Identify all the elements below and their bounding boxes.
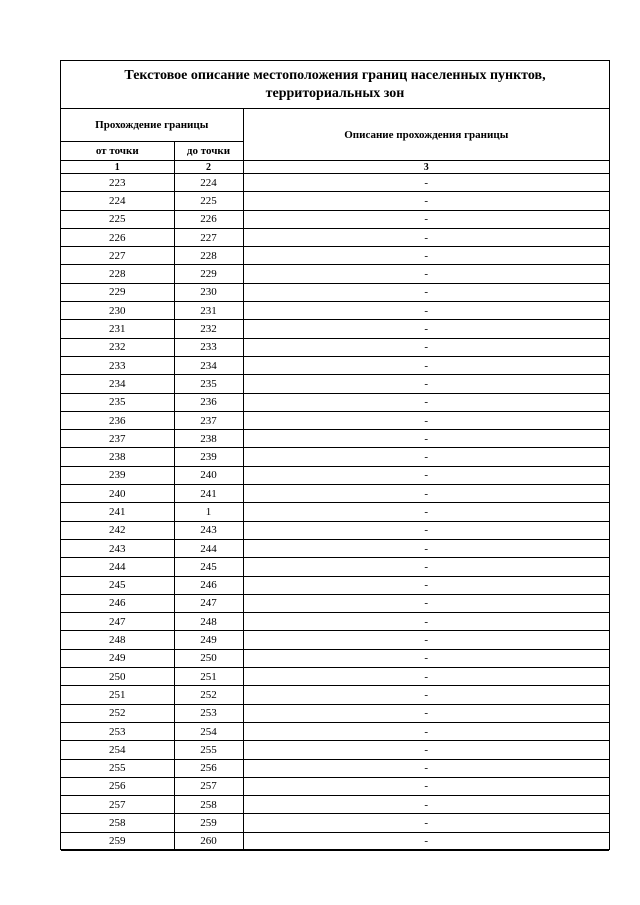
description-cell: - (243, 192, 609, 210)
table-row (61, 228, 609, 246)
description-cell: - (243, 613, 609, 631)
table-row (61, 668, 609, 686)
to-point-cell: 249 (174, 631, 243, 649)
to-point-cell: 250 (174, 649, 243, 667)
description-cell: - (243, 265, 609, 283)
table-row (61, 558, 609, 576)
table-row (61, 247, 609, 265)
from-point-header: от точки (61, 142, 174, 161)
to-point-cell: 1 (174, 503, 243, 521)
description-cell: - (243, 741, 609, 759)
table-row (61, 265, 609, 283)
from-point-cell: 246 (61, 594, 174, 612)
table-row (61, 466, 609, 484)
from-point-cell: 236 (61, 411, 174, 429)
from-point-cell: 259 (61, 832, 174, 850)
from-point-cell: 254 (61, 741, 174, 759)
description-cell: - (243, 539, 609, 557)
description-cell: - (243, 283, 609, 301)
description-cell: - (243, 302, 609, 320)
to-point-cell: 241 (174, 485, 243, 503)
column-number-2: 2 (174, 161, 243, 174)
from-point-cell: 247 (61, 613, 174, 631)
from-point-cell: 244 (61, 558, 174, 576)
table-row (61, 338, 609, 356)
description-cell: - (243, 722, 609, 740)
table-row (61, 448, 609, 466)
table-row (61, 503, 609, 521)
table-row (61, 759, 609, 777)
from-point-cell: 248 (61, 631, 174, 649)
from-point-cell: 257 (61, 796, 174, 814)
description-cell: - (243, 631, 609, 649)
description-cell: - (243, 704, 609, 722)
from-point-cell: 252 (61, 704, 174, 722)
from-point-cell: 234 (61, 375, 174, 393)
from-point-cell: 242 (61, 521, 174, 539)
from-point-cell: 227 (61, 247, 174, 265)
description-cell: - (243, 448, 609, 466)
to-point-cell: 253 (174, 704, 243, 722)
from-point-cell: 233 (61, 356, 174, 374)
boundary-passage-header: Прохождение границы (61, 109, 243, 142)
from-point-cell: 251 (61, 686, 174, 704)
from-point-cell: 249 (61, 649, 174, 667)
to-point-cell: 246 (174, 576, 243, 594)
description-cell: - (243, 210, 609, 228)
from-point-cell: 223 (61, 174, 174, 192)
to-point-cell: 252 (174, 686, 243, 704)
description-header: Описание прохождения границы (243, 109, 609, 161)
description-cell: - (243, 686, 609, 704)
to-point-cell: 245 (174, 558, 243, 576)
to-point-cell: 237 (174, 411, 243, 429)
description-cell: - (243, 485, 609, 503)
to-point-cell: 239 (174, 448, 243, 466)
table-row (61, 356, 609, 374)
table-row (61, 283, 609, 301)
table-row (61, 814, 609, 832)
to-point-cell: 243 (174, 521, 243, 539)
table-row (61, 741, 609, 759)
description-cell: - (243, 521, 609, 539)
table-row (61, 777, 609, 795)
description-cell: - (243, 375, 609, 393)
to-point-cell: 254 (174, 722, 243, 740)
table-row (61, 521, 609, 539)
to-point-cell: 255 (174, 741, 243, 759)
document-frame (60, 60, 610, 850)
table-row (61, 393, 609, 411)
from-point-cell: 228 (61, 265, 174, 283)
table-row (61, 539, 609, 557)
description-cell: - (243, 796, 609, 814)
table-row (61, 192, 609, 210)
table-row (61, 594, 609, 612)
to-point-cell: 229 (174, 265, 243, 283)
description-cell: - (243, 594, 609, 612)
description-cell: - (243, 411, 609, 429)
table-row (61, 613, 609, 631)
description-cell: - (243, 247, 609, 265)
description-cell: - (243, 466, 609, 484)
from-point-cell: 243 (61, 539, 174, 557)
to-point-cell: 259 (174, 814, 243, 832)
to-point-cell: 258 (174, 796, 243, 814)
from-point-cell: 232 (61, 338, 174, 356)
from-point-cell: 255 (61, 759, 174, 777)
to-point-cell: 224 (174, 174, 243, 192)
description-cell: - (243, 558, 609, 576)
from-point-cell: 226 (61, 228, 174, 246)
to-point-cell: 233 (174, 338, 243, 356)
description-cell: - (243, 356, 609, 374)
to-point-header: до точки (174, 142, 243, 161)
description-cell: - (243, 393, 609, 411)
from-point-cell: 230 (61, 302, 174, 320)
table-row (61, 430, 609, 448)
to-point-cell: 226 (174, 210, 243, 228)
to-point-cell: 235 (174, 375, 243, 393)
from-point-cell: 237 (61, 430, 174, 448)
description-cell: - (243, 503, 609, 521)
table-row (61, 686, 609, 704)
from-point-cell: 253 (61, 722, 174, 740)
from-point-cell: 239 (61, 466, 174, 484)
table-row (61, 832, 609, 850)
to-point-cell: 247 (174, 594, 243, 612)
to-point-cell: 234 (174, 356, 243, 374)
from-point-cell: 256 (61, 777, 174, 795)
from-point-cell: 225 (61, 210, 174, 228)
description-cell: - (243, 649, 609, 667)
to-point-cell: 260 (174, 832, 243, 850)
table-row (61, 174, 609, 192)
description-cell: - (243, 832, 609, 850)
column-number-1: 1 (61, 161, 174, 174)
to-point-cell: 236 (174, 393, 243, 411)
description-cell: - (243, 320, 609, 338)
from-point-cell: 241 (61, 503, 174, 521)
table-row (61, 631, 609, 649)
from-point-cell: 235 (61, 393, 174, 411)
description-cell: - (243, 228, 609, 246)
to-point-cell: 227 (174, 228, 243, 246)
table-row (61, 210, 609, 228)
description-cell: - (243, 759, 609, 777)
table-row (61, 704, 609, 722)
table-row (61, 411, 609, 429)
table-row (61, 722, 609, 740)
from-point-cell: 238 (61, 448, 174, 466)
table-row (61, 302, 609, 320)
description-cell: - (243, 576, 609, 594)
to-point-cell: 228 (174, 247, 243, 265)
to-point-cell: 238 (174, 430, 243, 448)
description-cell: - (243, 338, 609, 356)
boundary-table (61, 109, 609, 851)
to-point-cell: 256 (174, 759, 243, 777)
column-number-3: 3 (243, 161, 609, 174)
document-title: Текстовое описание местоположения границ населенных пунктов, территориальных зон (61, 61, 609, 109)
table-row (61, 320, 609, 338)
from-point-cell: 245 (61, 576, 174, 594)
to-point-cell: 240 (174, 466, 243, 484)
to-point-cell: 251 (174, 668, 243, 686)
to-point-cell: 225 (174, 192, 243, 210)
table-row (61, 375, 609, 393)
from-point-cell: 258 (61, 814, 174, 832)
table-row (61, 649, 609, 667)
from-point-cell: 250 (61, 668, 174, 686)
table-row (61, 485, 609, 503)
description-cell: - (243, 814, 609, 832)
to-point-cell: 232 (174, 320, 243, 338)
to-point-cell: 248 (174, 613, 243, 631)
description-cell: - (243, 777, 609, 795)
from-point-cell: 224 (61, 192, 174, 210)
description-cell: - (243, 174, 609, 192)
to-point-cell: 244 (174, 539, 243, 557)
to-point-cell: 231 (174, 302, 243, 320)
to-point-cell: 257 (174, 777, 243, 795)
description-cell: - (243, 430, 609, 448)
description-cell: - (243, 668, 609, 686)
table-body (61, 174, 609, 851)
table-row (61, 576, 609, 594)
table-row (61, 796, 609, 814)
to-point-cell: 230 (174, 283, 243, 301)
from-point-cell: 229 (61, 283, 174, 301)
from-point-cell: 240 (61, 485, 174, 503)
from-point-cell: 231 (61, 320, 174, 338)
